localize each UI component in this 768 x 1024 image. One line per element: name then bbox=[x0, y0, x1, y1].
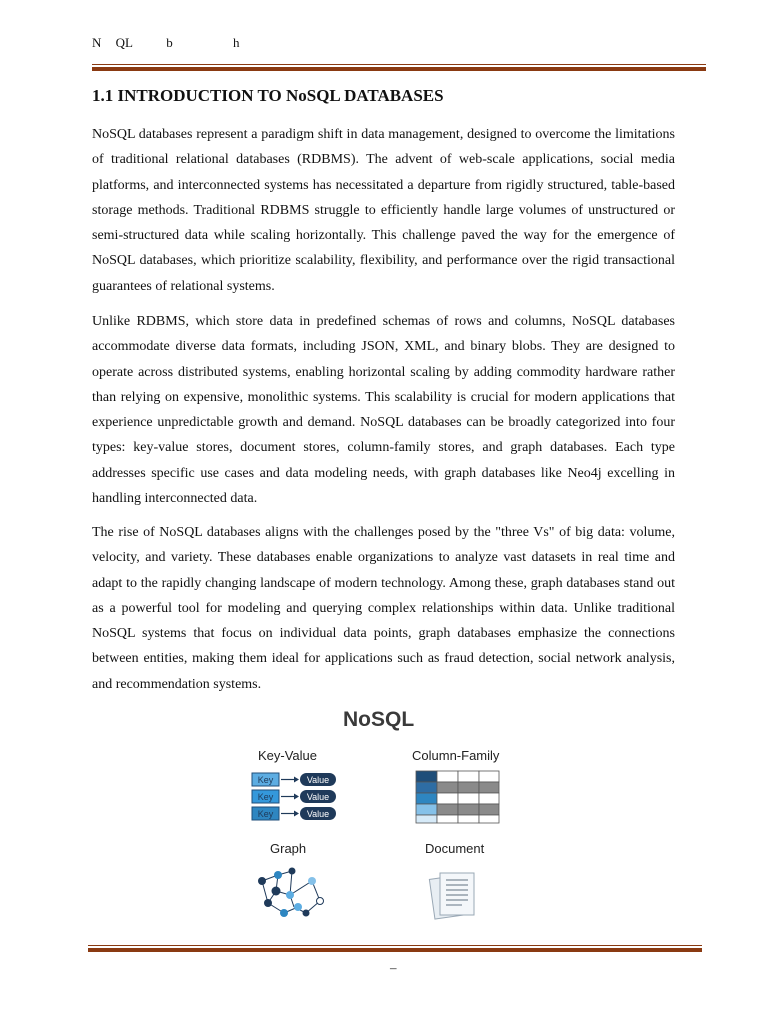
kv-row bbox=[252, 790, 336, 803]
key-value-label: Key-Value bbox=[258, 748, 318, 763]
graph-icon bbox=[254, 867, 336, 923]
figure-title: NoSQL bbox=[343, 708, 415, 731]
running-header-part: b bbox=[166, 35, 173, 50]
body-paragraph-2 bbox=[92, 309, 675, 523]
column-family-icon bbox=[415, 770, 501, 824]
nosql-types-figure bbox=[230, 705, 540, 935]
kv-row bbox=[252, 807, 336, 820]
page-number: – bbox=[390, 960, 397, 975]
value-text: Value bbox=[306, 809, 330, 819]
value-text: Value bbox=[306, 792, 330, 802]
body-paragraph-1 bbox=[92, 122, 675, 311]
section-heading: 1.1 INTRODUCTION TO NoSQL DATABASES bbox=[92, 86, 444, 105]
document-icon bbox=[428, 867, 488, 921]
header-rule bbox=[92, 64, 706, 71]
key-text: Key bbox=[257, 775, 274, 785]
document-label: Document bbox=[425, 841, 485, 856]
paragraph: Unlike RDBMS, which store data in predefined schemas of rows and columns, NoSQL databases accommodate diverse data formats, including JSON, XML, and binary blobs. They are designed to operate across distributed systems, enabling horizontal scaling by adding commodity hardware rather than relying on expensive, monolithic systems. This scalability is crucial for modern applications that experience unpredictable growth and demand. NoSQL databases can be broadly categorized into four types: key-value stores, document stores, column-family stores, and graph databases. Each type addresses specific use cases and data modeling needs, with graph databases like Neo4j excelling in handling interconnected data. bbox=[92, 314, 675, 507]
body-paragraph-3 bbox=[92, 520, 675, 709]
footer-rule bbox=[88, 945, 702, 952]
paragraph: The rise of NoSQL databases aligns with the challenges posed by the "three Vs" of big data: volume, velocity, and variety. These databases enable organizations to analyze vast datasets in real time and adapt to the rapidly changing landscape of modern technology. Among these, graph databases stand out as a powerful tool for modeling and querying complex relationships within data. Unlike traditional NoSQL systems that focus on individual data points, graph databases emphasize the connections between entities, making them ideal for applications such as fraud detection, social network analysis, and recommendation systems. bbox=[92, 525, 675, 692]
running-header-part: h bbox=[232, 35, 240, 50]
value-text: Value bbox=[306, 775, 330, 785]
running-header bbox=[92, 35, 239, 51]
running-header-part: QL bbox=[115, 35, 133, 50]
paragraph: NoSQL databases represent a paradigm shift in data management, designed to overcome the limitations of traditional relational databases (RDBMS). The advent of web-scale applications, social media platforms, and interconnected systems has necessitated a departure from rigidly structured, table-based storage methods. Traditional RDBMS struggle to efficiently handle large volumes of unstructured or semi-structured data while scaling horizontally. This challenge paved the way for the emergence of NoSQL databases, which prioritize scalability, flexibility, and performance over the rigid transactional guarantees of relational systems. bbox=[92, 127, 675, 294]
running-header-part: N bbox=[92, 35, 102, 50]
key-value-icon bbox=[250, 771, 340, 825]
key-text: Key bbox=[257, 809, 274, 819]
graph-label: Graph bbox=[270, 841, 307, 856]
column-family-label: Column-Family bbox=[412, 748, 500, 763]
key-text: Key bbox=[257, 792, 274, 802]
kv-row bbox=[252, 773, 336, 786]
